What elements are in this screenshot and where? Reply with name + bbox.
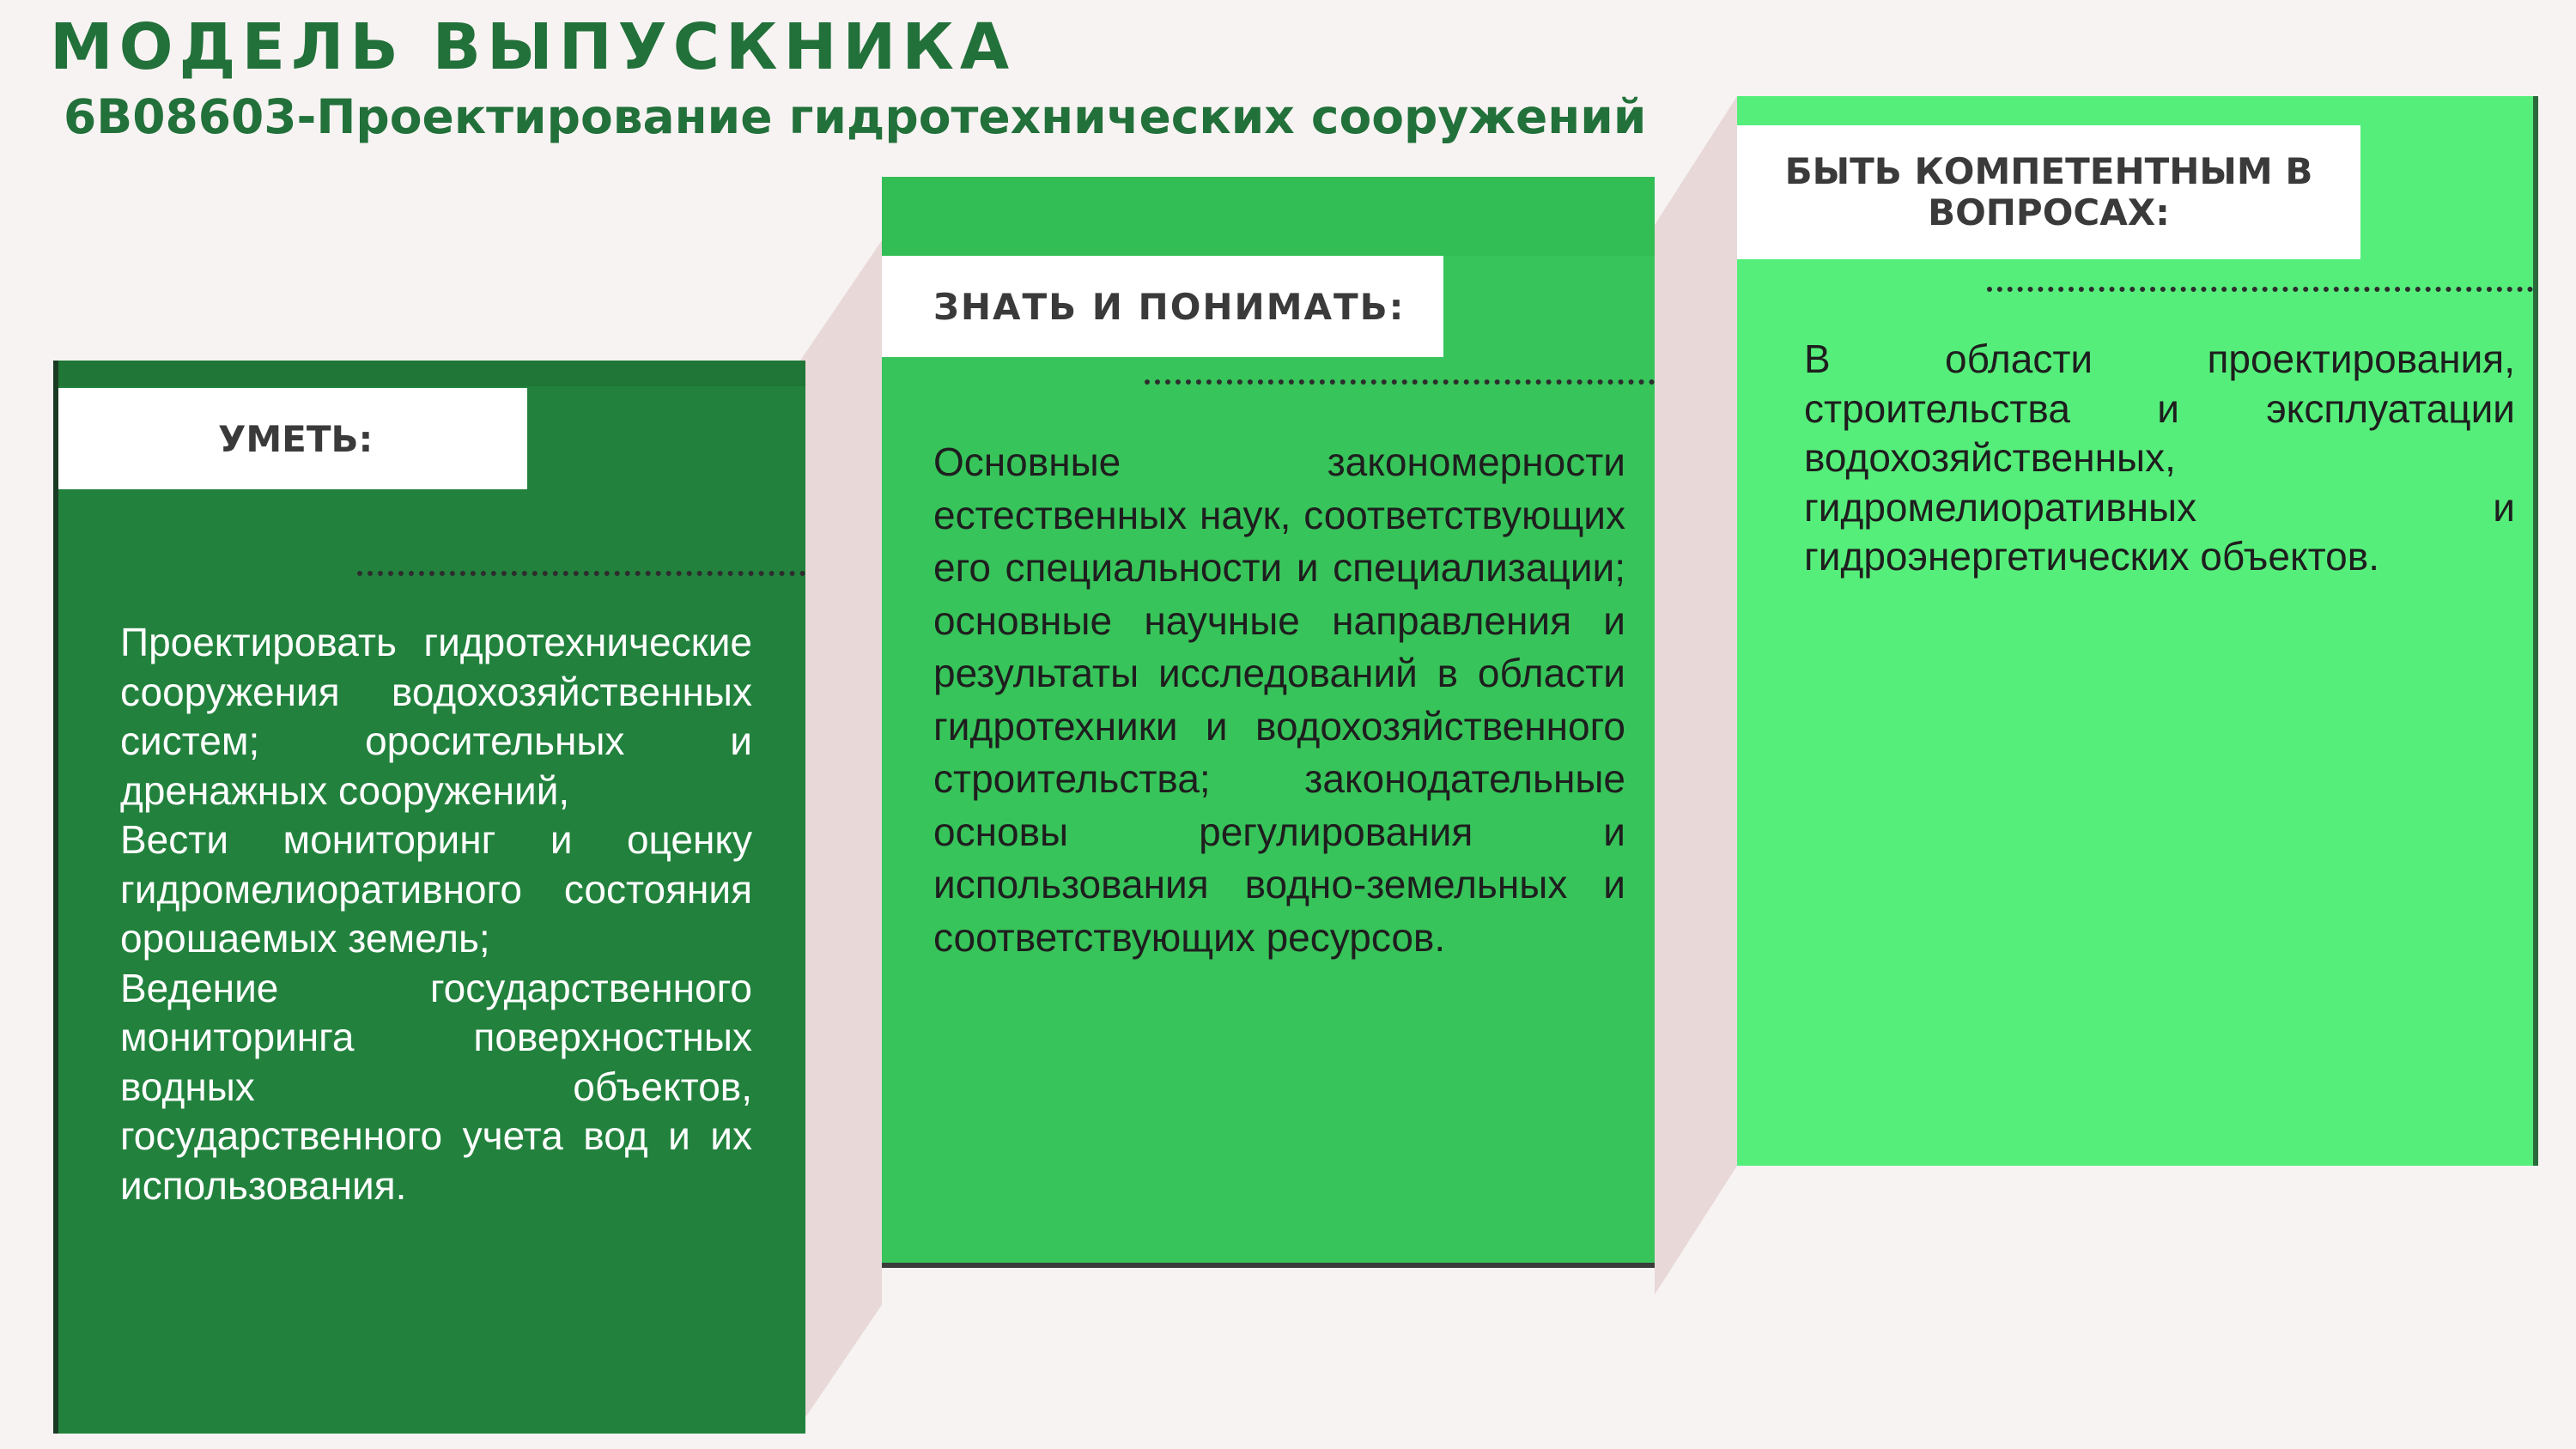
card-competence-dotted-divider	[1987, 287, 2533, 292]
card-competence-text: В области проектирования, строительства и эксплуатации водохозяйственных, гидромелиоративных и гидроэнергетических объектов.	[1804, 336, 2515, 579]
card-skills-dotted-divider	[357, 571, 805, 576]
card-competence-heading: БЫТЬ КОМПЕТЕНТНЫМ В ВОПРОСАХ:	[1737, 125, 2360, 259]
card-skills-text: Проектировать гидротехнические сооружения водохозяйственных систем; оросительных и дренажных сооружений, Вести мониторинг и оценку гидромелиоративного состояния орошаемых земель; Ведение государственного мониторинга поверхностных водных объектов, государственного учета вод и их использования.	[120, 620, 752, 1208]
card-knowledge-heading: ЗНАТЬ И ПОНИМАТЬ:	[882, 256, 1443, 357]
connector-1-2	[800, 240, 882, 1425]
card-skills-top-stripe	[58, 361, 805, 386]
card-skills-heading: УМЕТЬ:	[58, 388, 527, 489]
card-knowledge-text: Основные закономерности естественных наук, соответствующих его специальности и специализации; основные научные направления и результаты исследований в области гидротехники и водохозяйственного строительства; законодательные основы регулирования и использования водно-земельных и соответствующих ресурсов.	[933, 440, 1625, 960]
slide-title: МОДЕЛЬ ВЫПУСКНИКА	[50, 10, 1016, 84]
slide-subtitle: 6В08603-Проектирование гидротехнических сооружений	[64, 89, 1647, 144]
card-skills	[53, 361, 805, 1434]
card-competence	[1737, 96, 2538, 1166]
card-knowledge-dotted-divider	[1145, 379, 1655, 385]
card-knowledge	[882, 177, 1655, 1268]
connector-2-3	[1655, 96, 1737, 1294]
card-knowledge-top-stripe	[882, 177, 1655, 256]
